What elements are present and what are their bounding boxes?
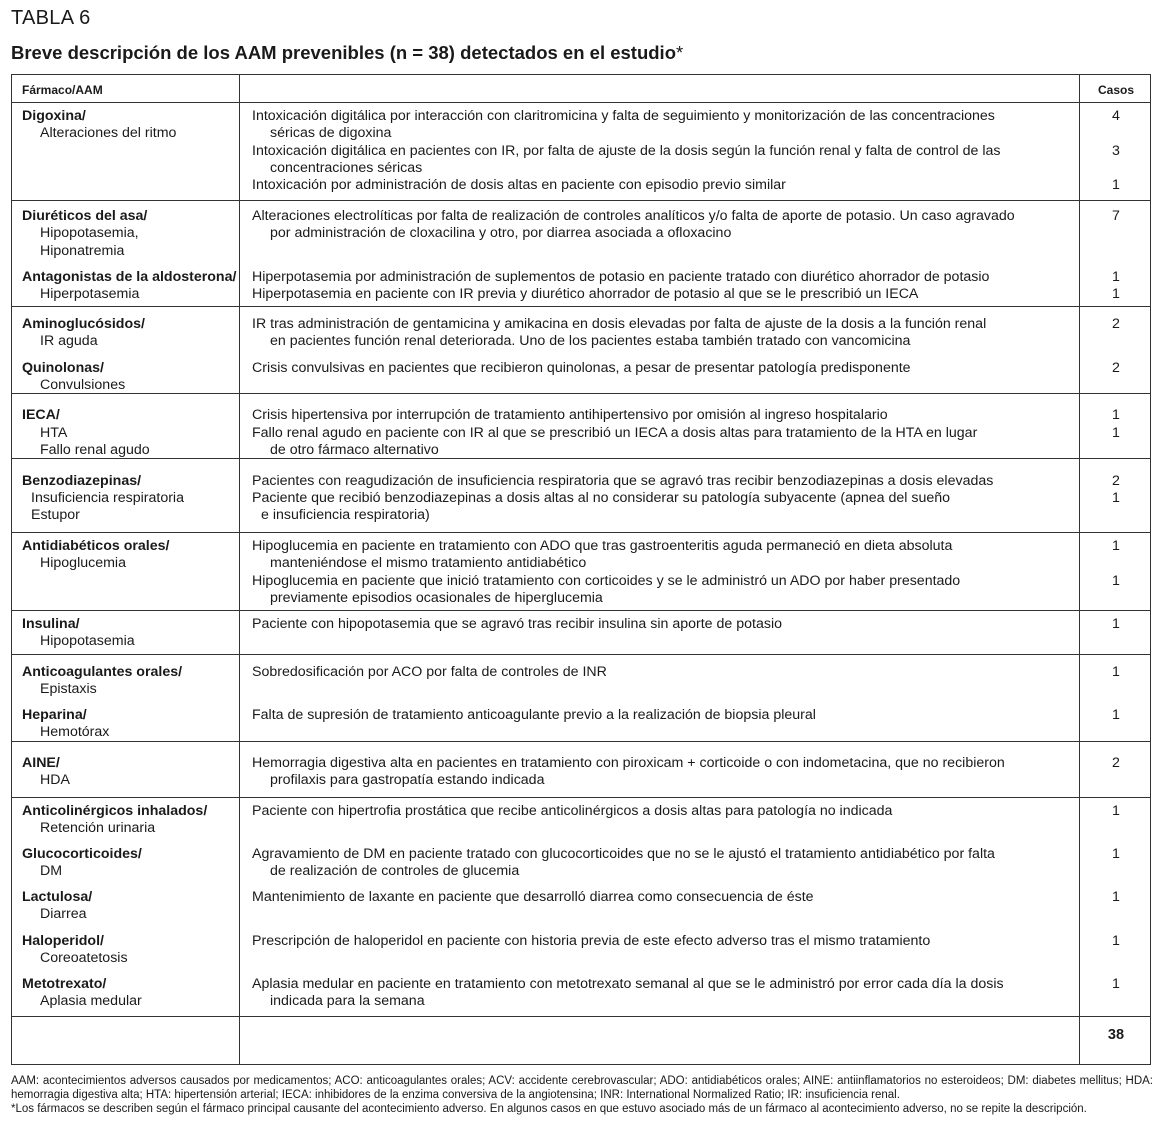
description — [252, 538, 1082, 572]
group-divider — [12, 200, 1150, 201]
case-count: 1 — [1112, 177, 1120, 193]
drug-name: Anticolinérgicos inhalados/ — [22, 803, 208, 819]
case-count: 1 — [1112, 425, 1120, 441]
case-count: 4 — [1112, 108, 1120, 124]
case-count: 3 — [1112, 143, 1120, 159]
description-line: Hiperpotasemia por administración de suplementos de potasio en paciente tratado con diurético ahorrador de potasio — [252, 269, 990, 285]
description-line: Paciente que recibió benzodiazepinas a dosis altas al no considerar su patología subyacente (apnea del sueño — [252, 490, 951, 506]
description-line: Intoxicación digitálica en pacientes con IR, por falta de ajuste de la dosis según la función renal y falta de control de las — [252, 143, 1001, 159]
drug-name: Antagonistas de la aldosterona/ — [22, 269, 237, 285]
description — [252, 707, 1082, 724]
description — [252, 473, 1082, 490]
table-title-text: Breve descripción de los AAM prevenibles (n = 38) detectados en el estudio — [11, 42, 676, 63]
case-count: 1 — [1112, 803, 1120, 819]
drug-effect: Hipopotasemia — [40, 633, 135, 649]
description-line: Paciente con hipopotasemia que se agravó tras recibir insulina sin aporte de potasio — [252, 616, 782, 632]
drug-effect: Hemotórax — [40, 724, 110, 740]
drug-effect: HTA — [40, 425, 68, 441]
header-divider — [12, 102, 1150, 103]
description-line: profilaxis para gastropatía estando indicada — [270, 772, 545, 788]
description-line: Pacientes con reagudización de insuficiencia respiratoria que se agravó tras recibir benzodiazepinas a dosis elevadas — [252, 473, 994, 489]
description — [252, 573, 1082, 607]
total-divider — [12, 1016, 1150, 1017]
drug-effect: Hiponatremia — [40, 243, 125, 259]
description-line: Fallo renal agudo en paciente con IR al que se prescribió un IECA a dosis altas para tratamiento de la HTA en lugar — [252, 425, 978, 441]
drug-effect: Convulsiones — [40, 377, 126, 393]
description-line: previamente episodios ocasionales de hiperglucemia — [270, 590, 603, 606]
description — [252, 360, 1082, 377]
drug-name: Aminoglucósidos/ — [22, 316, 145, 332]
description-line: Hemorragia digestiva alta en pacientes en tratamiento con piroxicam + corticoide o con indometacina, que no recibieron — [252, 755, 1005, 771]
drug-name: Antidiabéticos orales/ — [22, 538, 170, 554]
description — [252, 316, 1082, 350]
table-title — [11, 42, 683, 64]
description-line: Crisis hipertensiva por interrupción de tratamiento antihipertensivo por omisión al ingreso hospitalario — [252, 407, 888, 423]
group-divider — [12, 532, 1150, 533]
drug-effect: Coreoatetosis — [40, 950, 128, 966]
description — [252, 269, 1082, 286]
column-divider — [239, 75, 240, 1064]
description — [252, 933, 1082, 950]
drug-name: Haloperidol/ — [22, 933, 104, 949]
drug-name: Heparina/ — [22, 707, 87, 723]
description — [252, 889, 1082, 906]
case-count: 1 — [1112, 269, 1120, 285]
case-count: 1 — [1112, 889, 1120, 905]
description — [252, 286, 1082, 303]
case-count: 2 — [1112, 755, 1120, 771]
header-cases: Casos — [1097, 83, 1135, 97]
case-count: 2 — [1112, 473, 1120, 489]
case-count: 1 — [1112, 538, 1120, 554]
drug-name: Lactulosa/ — [22, 889, 93, 905]
drug-effect: IR aguda — [40, 333, 98, 349]
drug-effect: Hiperpotasemia — [40, 286, 140, 302]
description — [252, 976, 1082, 1010]
drug-name: AINE/ — [22, 755, 60, 771]
description — [252, 108, 1082, 142]
description-line: Intoxicación digitálica por interacción con claritromicina y falta de seguimiento y monitorización de las concentraciones — [252, 108, 995, 124]
drug-effect: Retención urinaria — [40, 820, 156, 836]
group-divider — [12, 654, 1150, 655]
group-divider — [12, 741, 1150, 742]
description — [252, 143, 1082, 177]
description — [252, 208, 1082, 242]
description-line: Crisis convulsivas en pacientes que recibieron quinolonas, a pesar de presentar patología predisponente — [252, 360, 911, 376]
header-drug: Fármaco/AAM — [22, 83, 103, 97]
drug-effect: Aplasia medular — [40, 993, 142, 1009]
description — [252, 407, 1082, 424]
drug-effect: DM — [40, 863, 63, 879]
drug-name: Quinolonas/ — [22, 360, 104, 376]
page-label: TABLA 6 — [11, 7, 91, 29]
case-count: 1 — [1112, 616, 1120, 632]
description-line: séricas de digoxina — [270, 125, 392, 141]
case-count: 1 — [1112, 707, 1120, 723]
drug-effect: Insuficiencia respiratoria — [31, 490, 184, 506]
description-line: Sobredosificación por ACO por falta de controles de INR — [252, 664, 607, 680]
adverse-events-table — [11, 74, 1151, 1065]
description-line: Hipoglucemia en paciente que inició tratamiento con corticoides y se le administró un ADO por haber presentado — [252, 573, 961, 589]
description-line: manteniéndose el mismo tratamiento antidiabético — [270, 555, 587, 571]
description-line: Intoxicación por administración de dosis altas en paciente con episodio previo similar — [252, 177, 786, 193]
description-line: Paciente con hipertrofia prostática que recibe anticolinérgicos a dosis altas para patología no indicada — [252, 803, 893, 819]
description-line: Mantenimiento de laxante en paciente que desarrolló diarrea como consecuencia de éste — [252, 889, 814, 905]
case-count: 1 — [1112, 846, 1120, 862]
description — [252, 425, 1082, 459]
description — [252, 177, 1082, 194]
description — [252, 755, 1082, 789]
footnote-note: *Los fármacos se describen según el fármaco principal causante del acontecimiento adverso. En algunos casos en que estuvo asociado más de un fármaco al acontecimiento adverso, no se repite la descripción. — [11, 1103, 1087, 1115]
case-count: 1 — [1112, 490, 1120, 506]
description — [252, 664, 1082, 681]
description-line: indicada para la semana — [270, 993, 425, 1009]
group-divider — [12, 393, 1150, 394]
description — [252, 803, 1082, 820]
drug-name: Anticoagulantes orales/ — [22, 664, 183, 680]
case-count: 1 — [1112, 976, 1120, 992]
description-line: Alteraciones electrolíticas por falta de realización de controles analíticos y/o falta de aporte de potasio. Un caso agravado — [252, 208, 1015, 224]
group-divider — [12, 306, 1150, 307]
drug-name: Digoxina/ — [22, 108, 86, 124]
drug-name: Benzodiazepinas/ — [22, 473, 142, 489]
drug-name: Glucocorticoides/ — [22, 846, 142, 862]
description-line: Prescripción de haloperidol en paciente con historia previa de este efecto adverso tras el mismo tratamiento — [252, 933, 931, 949]
drug-effect: Hipoglucemia — [40, 555, 126, 571]
description-line: Falta de supresión de tratamiento anticoagulante previo a la realización de biopsia pleural — [252, 707, 816, 723]
description — [252, 490, 1082, 524]
case-count: 2 — [1112, 360, 1120, 376]
drug-effect: Alteraciones del ritmo — [40, 125, 177, 141]
description-line: Aplasia medular en paciente en tratamiento con metotrexato semanal al que se le administró por error cada día la dosis — [252, 976, 1004, 992]
description-line: Hipoglucemia en paciente en tratamiento con ADO que tras gastroenteritis aguda permaneció en dieta absoluta — [252, 538, 953, 554]
drug-name: Metotrexato/ — [22, 976, 107, 992]
case-count: 7 — [1112, 208, 1120, 224]
footnote-abbreviations: AAM: acontecimientos adversos causados por medicamentos; ACO: anticoagulantes orales; ACV: accidente cerebrovascular; ADO: antidiabéticos orales; AINE: antiinflamatorios no esteroideos; DM: diabetes mellitus; HDA: hemorragia digestiva alta; HTA: hipertensión arterial; IECA: inhibidores de la enzima conversiva de la angiotensina; INR: International Normalized Ratio; IR: insuficiencia renal. — [11, 1075, 1153, 1101]
case-count: 1 — [1112, 286, 1120, 302]
drug-effect: Hipopotasemia, — [40, 225, 139, 241]
drug-name: IECA/ — [22, 407, 60, 423]
description-line: e insuficiencia respiratoria) — [261, 507, 430, 523]
case-count: 1 — [1112, 407, 1120, 423]
description — [252, 846, 1082, 880]
drug-effect: Diarrea — [40, 906, 87, 922]
drug-effect: Estupor — [31, 507, 80, 523]
description-line: IR tras administración de gentamicina y amikacina en dosis elevadas por falta de ajuste de la dosis a la función renal — [252, 316, 987, 332]
description-line: de realización de controles de glucemia — [270, 863, 520, 879]
group-divider — [12, 610, 1150, 611]
description-line: por administración de cloxacilina y otro, por diarrea asociada a ofloxacino — [270, 225, 732, 241]
drug-effect: HDA — [40, 772, 70, 788]
drug-effect: Fallo renal agudo — [40, 442, 150, 458]
total-count: 38 — [1107, 1027, 1125, 1043]
description-line: Agravamiento de DM en paciente tratado con glucocorticoides que no se le ajustó el tratamiento antidiabético por falta — [252, 846, 995, 862]
description-line: de otro fármaco alternativo — [270, 442, 439, 458]
case-count: 1 — [1112, 664, 1120, 680]
description-line: concentraciones séricas — [270, 160, 423, 176]
group-divider — [12, 797, 1150, 798]
case-count: 2 — [1112, 316, 1120, 332]
description — [252, 616, 1082, 633]
case-count: 1 — [1112, 933, 1120, 949]
drug-name: Diuréticos del asa/ — [22, 208, 148, 224]
case-count: 1 — [1112, 573, 1120, 589]
drug-name: Insulina/ — [22, 616, 80, 632]
drug-effect: Epistaxis — [40, 681, 97, 697]
description-line: en pacientes función renal deteriorada. Uno de los pacientes estaba también tratado con vancomicina — [270, 333, 911, 349]
description-line: Hiperpotasemia en paciente con IR previa y diurético ahorrador de potasio al que se le prescribió un IECA — [252, 286, 919, 302]
title-footnote-mark: * — [676, 42, 684, 63]
footnotes — [11, 1074, 1153, 1116]
